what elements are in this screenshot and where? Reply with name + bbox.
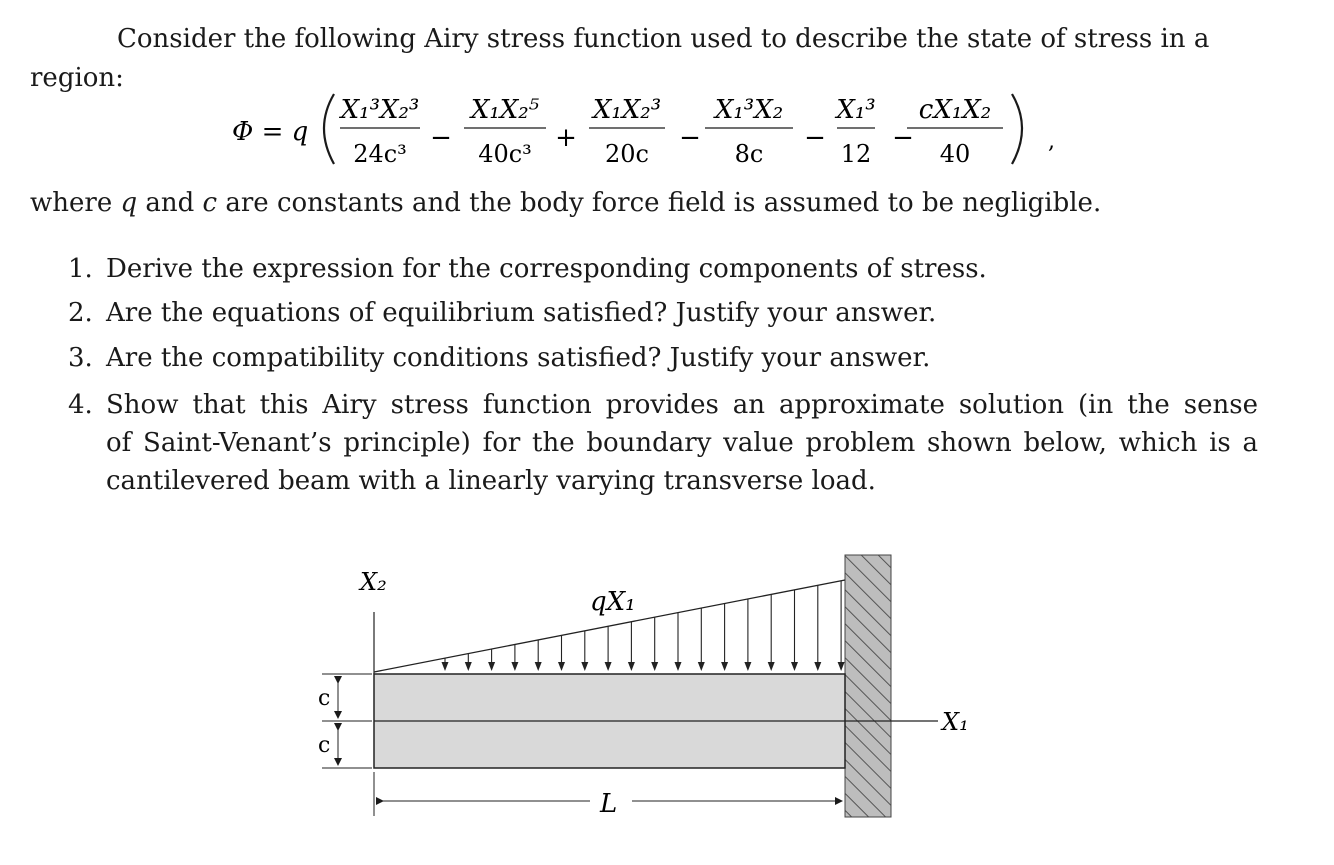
fraction-numerator: X₁X₂³ [592,95,662,125]
item-number: 4. [68,390,93,420]
item-text-line: cantilevered beam with a linearly varying transverse load. [106,466,876,496]
load-arrow-head [721,662,728,671]
load-arrow-head [675,662,682,671]
load-arrow-head [814,662,821,671]
load-arrow-head [744,662,751,671]
c-top-label: c [318,686,331,711]
where-c: c [202,188,218,218]
load-arrow-head [581,662,588,671]
load-arrow-head [488,662,495,671]
load-arrows [442,581,845,671]
item-text-line: of Saint-Venant’s principle) for the boundary value problem shown below, which is a [106,428,1258,458]
load-arrow-head [605,662,612,671]
fraction-numerator: X₁³ [836,95,876,125]
fraction-numerator: X₁X₂⁵ [470,95,540,125]
fraction-denominator: 24c³ [353,140,407,168]
load-arrow-head [791,662,798,671]
fraction-numerator: X₁³X₂ [714,95,784,125]
equation-sign: − [679,123,701,153]
intro-line-1: Consider the following Airy stress function used to describe the state of stress in a [117,24,1210,54]
fraction-denominator: 40c³ [478,140,532,168]
equation-sign: − [804,123,826,153]
equation-sign: − [892,123,914,153]
load-arrow-head [535,662,542,671]
fraction-denominator: 8c [734,140,764,168]
load-arrow-head [698,662,705,671]
item-number: 3. [68,343,93,373]
item-number: 1. [68,254,93,284]
load-arrow-head [511,662,518,671]
fraction-denominator: 20c [605,140,649,168]
fraction-numerator: cX₁X₂ [918,95,992,125]
item-text: Are the compatibility conditions satisfied? Justify your answer. [106,343,931,373]
load-arrow-head [838,662,845,671]
item-text: Are the equations of equilibrium satisfied? Justify your answer. [106,298,937,328]
equation-lhs: Φ = q [232,117,309,147]
where-post: are constants and the body force field is assumed to be negligible. [217,188,1102,218]
fixed-wall [845,555,891,817]
item-text: Derive the expression for the corresponding components of stress. [106,254,987,284]
load-label: qX₁ [590,587,636,617]
load-arrow-head [768,662,775,671]
equation-sign: − [430,123,452,153]
item-text-line: Show that this Airy stress function provides an approximate solution (in the sense [106,390,1258,420]
where-pre: where [30,188,121,218]
load-arrow-head [442,662,449,671]
x1-label: X₁ [942,708,969,736]
load-arrow-head [558,662,565,671]
intro-line-2: region: [30,63,124,93]
load-arrow-head [628,662,635,671]
equation-sign: + [555,123,577,153]
load-arrow-head [651,662,658,671]
fraction-denominator: 12 [840,140,872,168]
l-label: L [600,789,618,819]
item-number: 2. [68,298,93,328]
load-arrow-head [465,662,472,671]
fraction-denominator: 40 [939,140,971,168]
x2-label: X₂ [360,568,387,596]
fraction-numerator: X₁³X₂³ [340,95,420,125]
c-bottom-label: c [318,733,331,758]
equation-trail: , [1048,129,1055,154]
where-mid: and [137,188,203,218]
where-q: q [120,188,138,218]
